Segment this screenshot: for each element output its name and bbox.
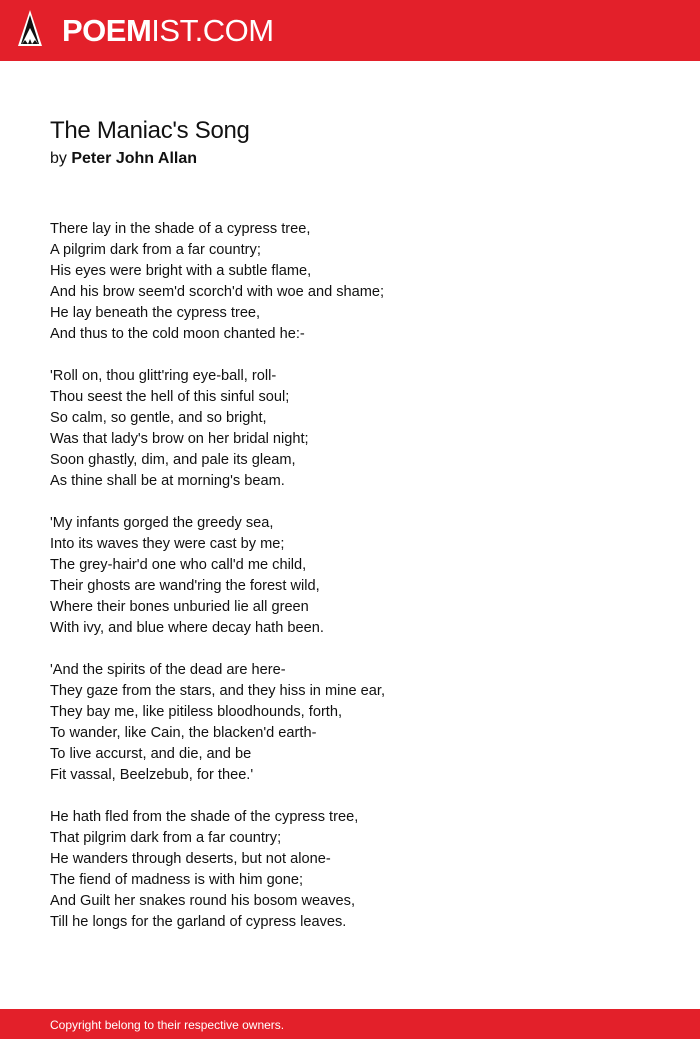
poem-line: And Guilt her snakes round his bosom weaves, (50, 893, 356, 909)
poem-line: Till he longs for the garland of cypress leaves. (50, 914, 347, 930)
poem-line: 'Roll on, thou glitt'ring eye-ball, roll- (50, 368, 277, 384)
logo-light-text: IST.COM (151, 13, 274, 48)
poem-line: The grey-hair'd one who call'd me child, (50, 557, 307, 573)
site-logo[interactable] (62, 11, 274, 51)
poem-line: And his brow seem'd scorch'd with woe and shame; (50, 284, 385, 300)
poem-line: As thine shall be at morning's beam. (50, 473, 285, 489)
poem-line: So calm, so gentle, and so bright, (50, 410, 267, 426)
stanza (50, 366, 650, 492)
poem-title: The Maniac's Song (50, 117, 250, 144)
by-label: by (50, 150, 67, 167)
poem-line: There lay in the shade of a cypress tree, (50, 221, 311, 237)
poem-line: They bay me, like pitiless bloodhounds, forth, (50, 704, 343, 720)
byline (50, 148, 197, 170)
stanza (50, 219, 650, 345)
poem-line: To live accurst, and die, and be (50, 746, 252, 762)
site-header (0, 0, 700, 61)
logo-bold-text: POEM (62, 13, 152, 48)
stanza (50, 807, 650, 933)
pencil-tip-icon[interactable] (18, 10, 42, 52)
poem-line: 'My infants gorged the greedy sea, (50, 515, 274, 531)
author-name: Peter John Allan (71, 150, 198, 167)
site-footer (0, 1009, 700, 1039)
poem-line: He hath fled from the shade of the cypress tree, (50, 809, 359, 825)
poem-line: He wanders through deserts, but not alone- (50, 851, 331, 867)
poem-line: They gaze from the stars, and they hiss in mine ear, (50, 683, 386, 699)
poem-line: Was that lady's brow on her bridal night; (50, 431, 309, 447)
poem-line: Fit vassal, Beelzebub, for thee.' (50, 767, 254, 783)
copyright-text: Copyright belong to their respective owners. (50, 1018, 285, 1032)
poem-line: With ivy, and blue where decay hath been. (50, 620, 324, 636)
poem-line: He lay beneath the cypress tree, (50, 305, 261, 321)
poem-line: Into its waves they were cast by me; (50, 536, 285, 552)
poem-line: His eyes were bright with a subtle flame, (50, 263, 312, 279)
stanza (50, 513, 650, 639)
stanza (50, 660, 650, 786)
poem-line: The fiend of madness is with him gone; (50, 872, 304, 888)
poem-line: Where their bones unburied lie all green (50, 599, 309, 615)
poem-line: A pilgrim dark from a far country; (50, 242, 261, 258)
poem-line: Their ghosts are wand'ring the forest wild, (50, 578, 320, 594)
poem-line: Soon ghastly, dim, and pale its gleam, (50, 452, 296, 468)
poem-body (50, 219, 650, 954)
poem-line: And thus to the cold moon chanted he:- (50, 326, 305, 342)
poem-line: 'And the spirits of the dead are here- (50, 662, 286, 678)
poem-line: That pilgrim dark from a far country; (50, 830, 282, 846)
poem-line: To wander, like Cain, the blacken'd earth- (50, 725, 317, 741)
poem-line: Thou seest the hell of this sinful soul; (50, 389, 290, 405)
